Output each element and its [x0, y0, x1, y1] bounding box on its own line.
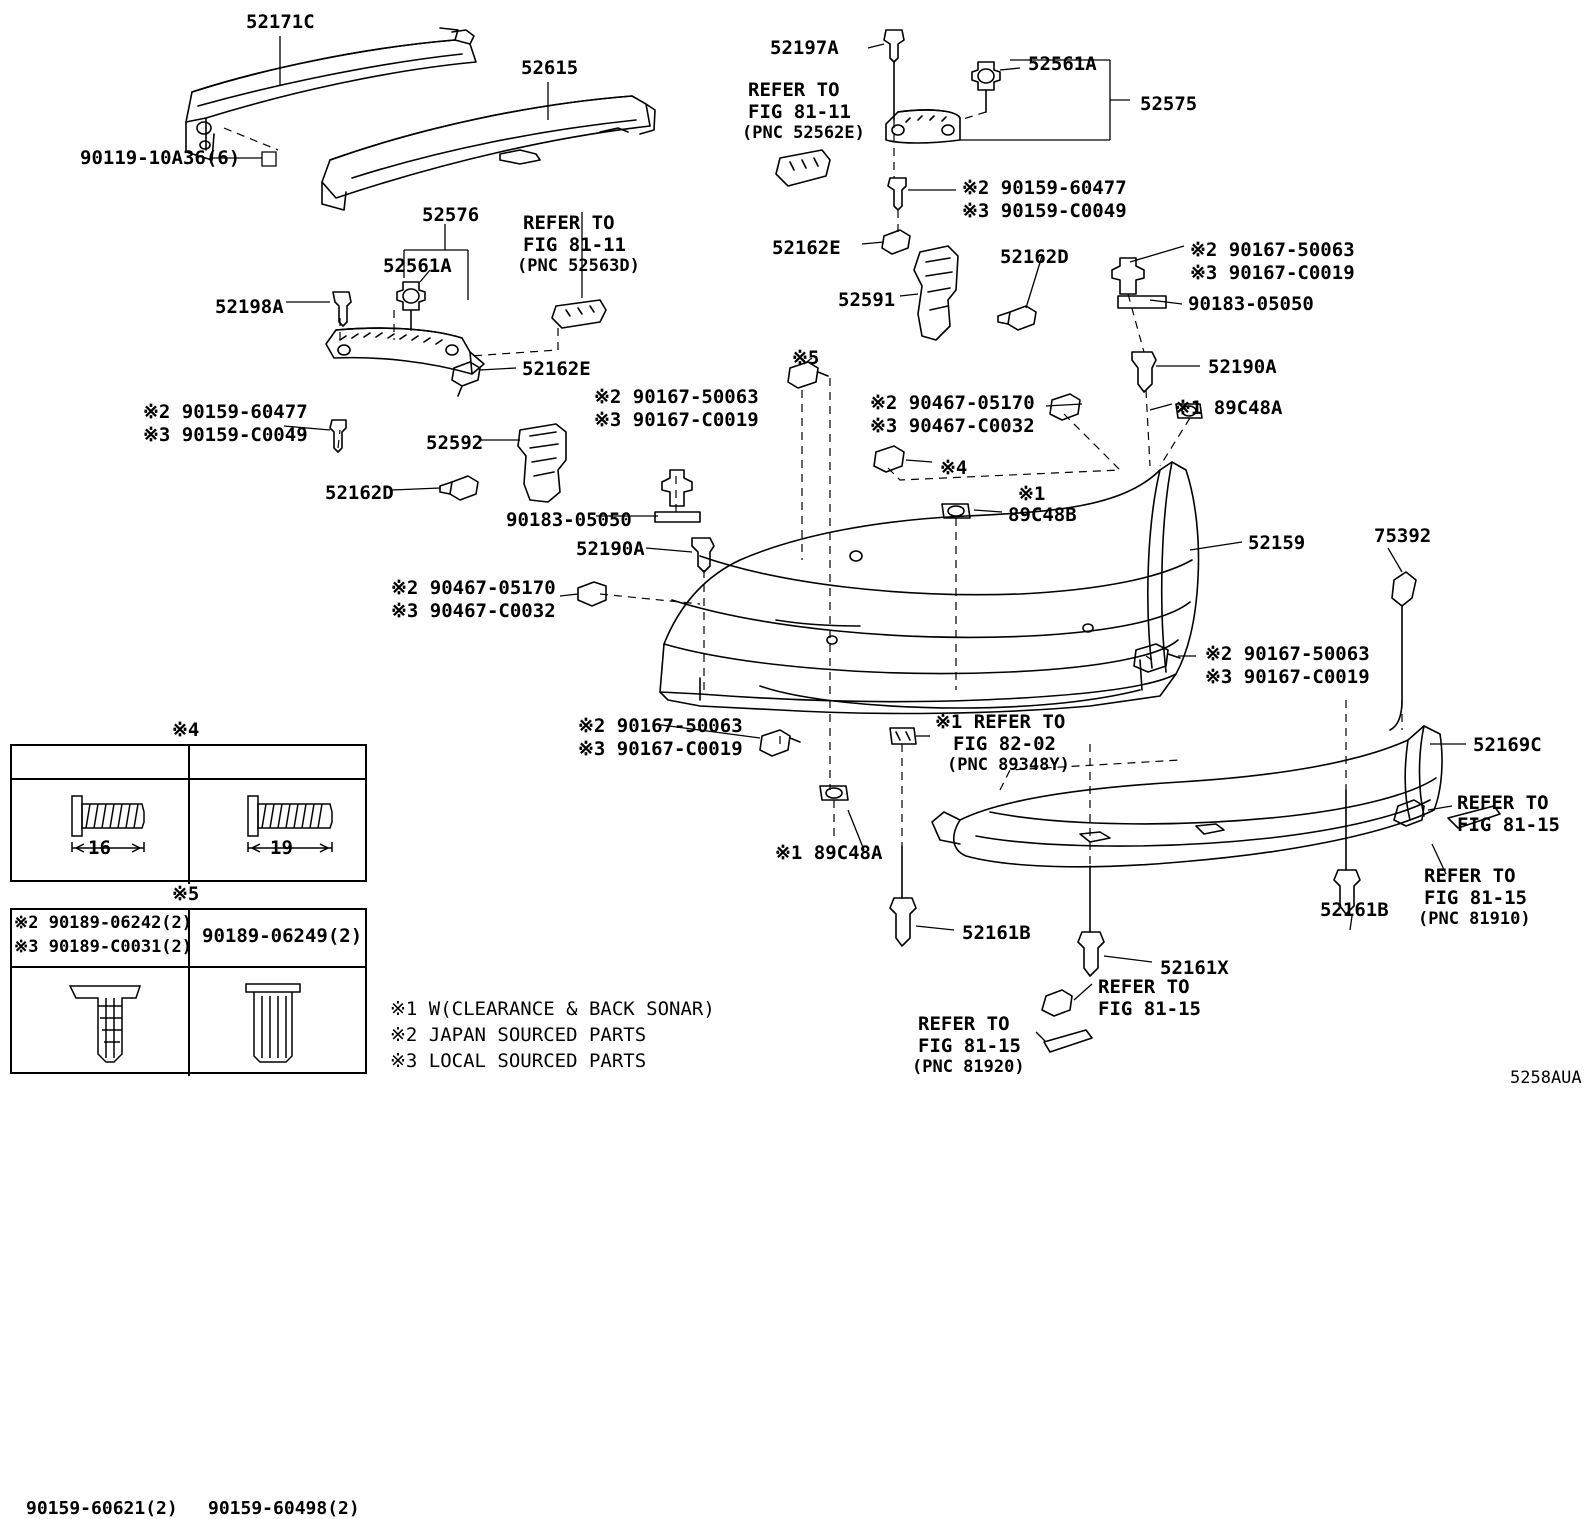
- mark-1: ※1: [1018, 483, 1046, 505]
- note-90467-05170-left-line1: ※2 90467-05170: [391, 577, 556, 599]
- callout-90183-05050-left: 90183-05050: [506, 509, 632, 531]
- callout-52576: 52576: [422, 204, 480, 226]
- table4-illustrations: [10, 782, 367, 882]
- callout-52161B-right: 52161B: [1320, 899, 1389, 921]
- refer-block-52562E-line1: REFER TO: [748, 79, 840, 101]
- callout-52162E-mid: 52162E: [772, 237, 841, 259]
- refer-block-81920-line3: (PNC 81920): [912, 1057, 1025, 1077]
- table-mark-4-label: ※4: [172, 719, 200, 741]
- sheet-code: 5258AUA: [1510, 1068, 1582, 1088]
- note-90167-50063-c-line1: ※2 90167-50063: [1190, 239, 1355, 261]
- callout-52197A: 52197A: [770, 37, 839, 59]
- callout-52161B-left: 52161B: [962, 922, 1031, 944]
- note-90159-C0049-right-line2: ※3 90159-C0049: [962, 200, 1127, 222]
- table4-dim-left: 16: [88, 837, 111, 859]
- callout-52162E-left: 52162E: [522, 358, 591, 380]
- legend-note-1: ※1 W(CLEARANCE & BACK SONAR): [390, 998, 715, 1020]
- table-mark-5-label: ※5: [172, 883, 200, 905]
- refer-block-8115-b-line1: REFER TO: [1098, 976, 1190, 998]
- callout-52575: 52575: [1140, 93, 1198, 115]
- callout-52198A: 52198A: [215, 296, 284, 318]
- callout-52561A-right: 52561A: [1028, 53, 1097, 75]
- callout-52592: 52592: [426, 432, 484, 454]
- mark-5-upper: ※5: [792, 347, 820, 369]
- note-90467-C0032-right-line2: ※3 90467-C0032: [870, 415, 1035, 437]
- note-90167-50063-d-line1: ※2 90167-50063: [1205, 643, 1370, 665]
- refer-block-89348Y-line1: ※1 REFER TO: [935, 711, 1066, 733]
- note-90167-50063-a-line1: ※2 90167-50063: [594, 386, 759, 408]
- refer-block-52562E-line3: (PNC 52562E): [742, 123, 865, 143]
- callout-89C48B: 89C48B: [1008, 504, 1077, 526]
- callout-52169C: 52169C: [1473, 734, 1542, 756]
- legend-note-3: ※3 LOCAL SOURCED PARTS: [390, 1050, 647, 1072]
- note-90159-60477-right-line1: ※2 90159-60477: [962, 177, 1127, 199]
- refer-block-89348Y-line3: (PNC 89348Y): [947, 755, 1070, 775]
- table5-illustrations: [10, 966, 367, 1066]
- table4-dim-right: 19: [270, 837, 293, 859]
- refer-block-8115-a-line2: FIG 81-15: [1457, 814, 1560, 836]
- mark-4: ※4: [940, 457, 968, 479]
- callout-52591: 52591: [838, 289, 896, 311]
- note-90167-C0019-c-line2: ※3 90167-C0019: [1190, 262, 1355, 284]
- note-90167-C0019-a-line2: ※3 90167-C0019: [594, 409, 759, 431]
- callout-52561A-left: 52561A: [383, 255, 452, 277]
- callout-52190A-right: 52190A: [1208, 356, 1277, 378]
- note-90167-C0019-d-line2: ※3 90167-C0019: [1205, 666, 1370, 688]
- callout-52161X: 52161X: [1160, 957, 1229, 979]
- table5-header-left-line2: ※3 90189-C0031(2): [14, 937, 193, 957]
- callout-90119-10A36: 90119-10A36(6): [80, 147, 241, 169]
- callout-90183-05050-right: 90183-05050: [1188, 293, 1314, 315]
- refer-block-52563D-line3: (PNC 52563D): [517, 256, 640, 276]
- refer-block-81920-line1: REFER TO: [918, 1013, 1010, 1035]
- refer-block-89348Y-line2: FIG 82-02: [953, 733, 1056, 755]
- table5-header-right: 90189-06249(2): [202, 925, 363, 947]
- table4-header-left: 90159-60621(2): [26, 1498, 178, 1519]
- callout-52171C: 52171C: [246, 11, 315, 33]
- note-90467-C0032-left-line2: ※3 90467-C0032: [391, 600, 556, 622]
- refer-block-81910-line2: FIG 81-15: [1424, 887, 1527, 909]
- refer-block-52563D-line2: FIG 81-11: [523, 234, 626, 256]
- callout-52190A-left: 52190A: [576, 538, 645, 560]
- refer-block-8115-b-line2: FIG 81-15: [1098, 998, 1201, 1020]
- callout-75392: 75392: [1374, 525, 1432, 547]
- callout-52162D-mid: 52162D: [1000, 246, 1069, 268]
- refer-block-81910-line3: (PNC 81910): [1418, 909, 1531, 929]
- note-90467-05170-right-line1: ※2 90467-05170: [870, 392, 1035, 414]
- refer-block-52563D-line1: REFER TO: [523, 212, 615, 234]
- callout-52615: 52615: [521, 57, 579, 79]
- note-90159-60477-left-line1: ※2 90159-60477: [143, 401, 308, 423]
- callout-89C48A-right: ※1 89C48A: [1175, 397, 1283, 419]
- refer-block-52562E-line2: FIG 81-11: [748, 101, 851, 123]
- refer-block-81910-line1: REFER TO: [1424, 865, 1516, 887]
- refer-block-81920-line2: FIG 81-15: [918, 1035, 1021, 1057]
- note-90167-50063-b-line1: ※2 90167-50063: [578, 715, 743, 737]
- legend-note-2: ※2 JAPAN SOURCED PARTS: [390, 1024, 647, 1046]
- note-90167-C0019-b-line2: ※3 90167-C0019: [578, 738, 743, 760]
- table5-header-left-line1: ※2 90189-06242(2): [14, 913, 193, 933]
- note-90159-C0049-left-line2: ※3 90159-C0049: [143, 424, 308, 446]
- callout-52162D-left: 52162D: [325, 482, 394, 504]
- callout-89C48A-bottom: ※1 89C48A: [775, 842, 883, 864]
- refer-block-8115-a-line1: REFER TO: [1457, 792, 1549, 814]
- callout-52159: 52159: [1248, 532, 1306, 554]
- table4-header-right: 90159-60498(2): [208, 1498, 360, 1519]
